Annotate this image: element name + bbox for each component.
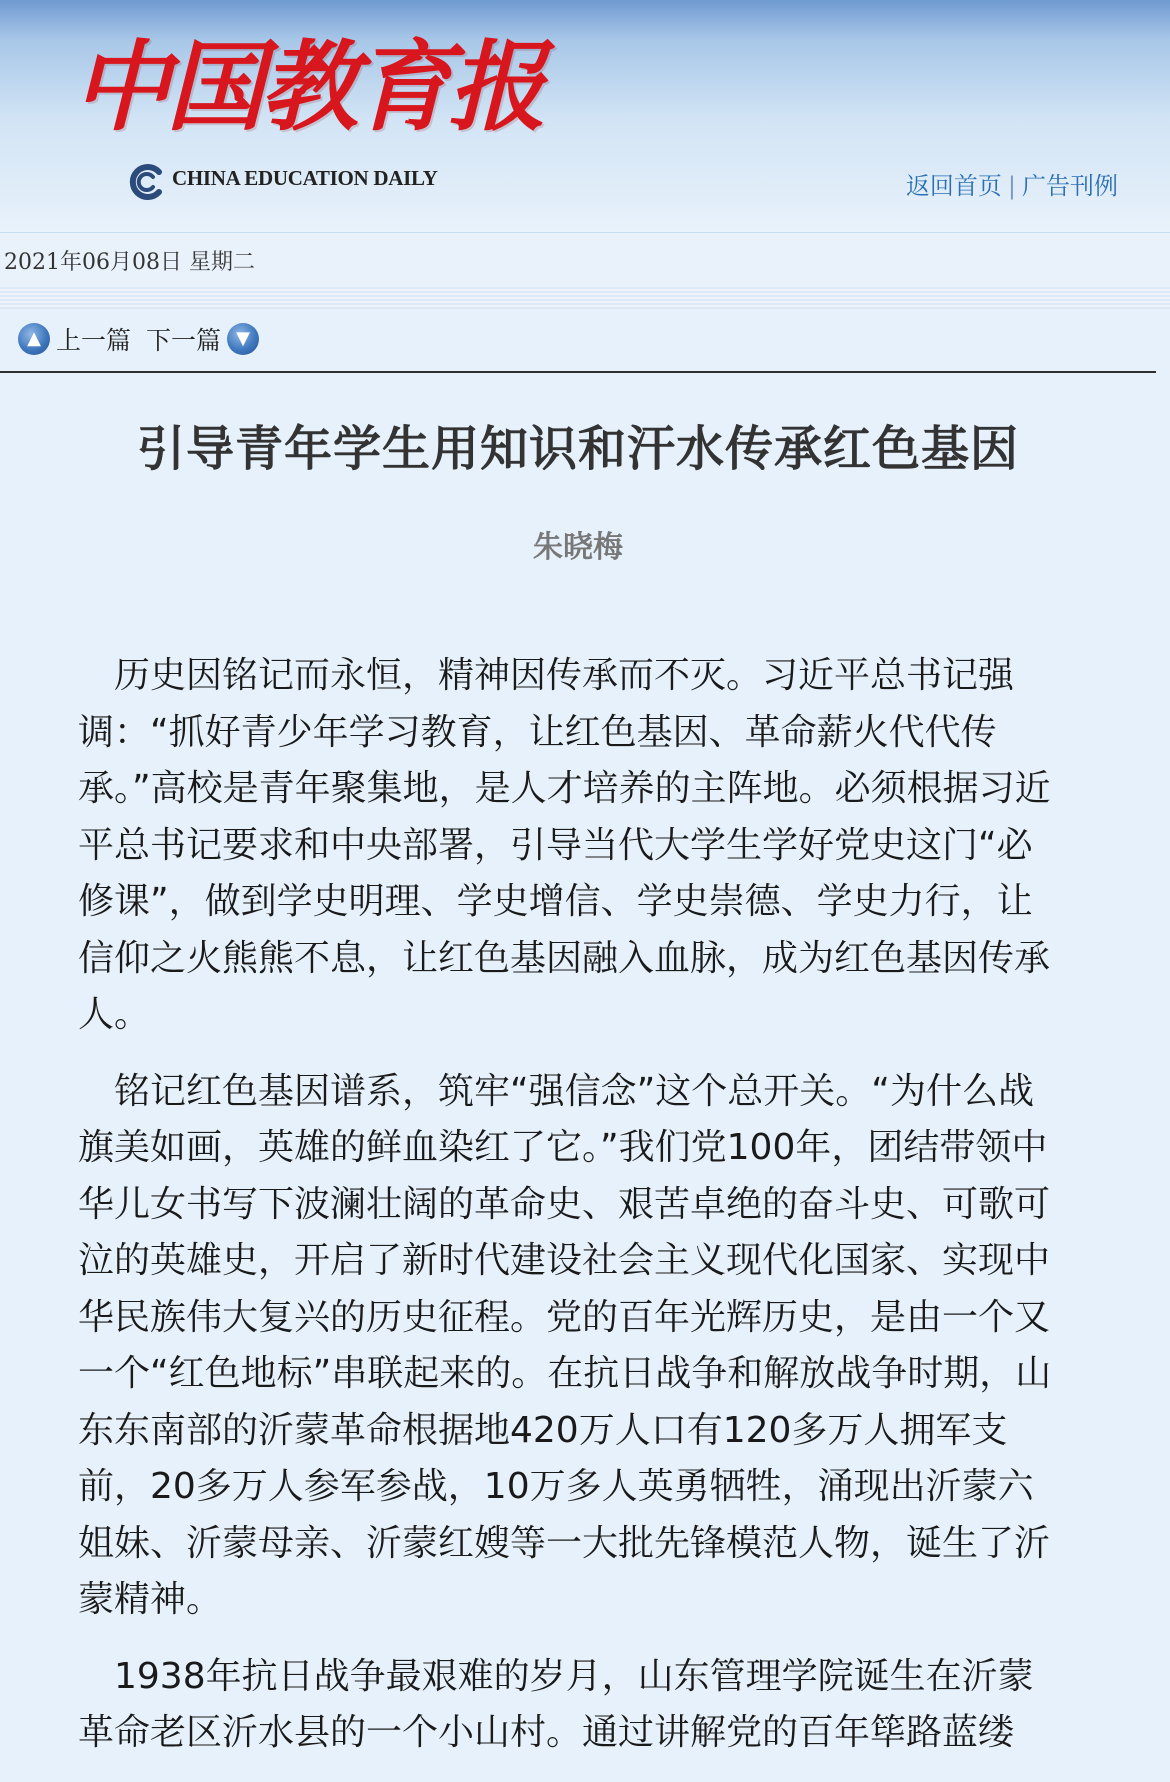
- home-link[interactable]: 返回首页: [905, 172, 1002, 200]
- article-title: 引导青年学生用知识和汗水传承红色基因: [136, 421, 1019, 477]
- arrow-up-circle-icon: ▲: [18, 323, 50, 355]
- next-article-label: 下一篇: [146, 326, 222, 355]
- next-article-button[interactable]: [146, 319, 259, 359]
- logo-chinese-text: 中国教育报: [72, 30, 543, 145]
- previous-article-button[interactable]: [18, 319, 131, 359]
- decorative-stripe: [0, 287, 1170, 309]
- divider: [0, 371, 1156, 373]
- masthead: [0, 0, 1170, 233]
- link-separator: |: [1007, 172, 1016, 200]
- arrow-down-circle-icon: ▼: [227, 323, 259, 355]
- article-author: 朱晓梅: [533, 530, 623, 565]
- article-paragraph: 1938年抗日战争最艰难的岁月，山东管理学院诞生在沂蒙革命老区沂水县的一个小山村。通过讲解党的百年筚路蓝缕: [78, 1655, 1034, 1753]
- article-paragraph: 历史因铭记而永恒，精神因传承而不灭。习近平总书记强调：“抓好青少年学习教育，让红色基因、革命薪火代代传承。”高校是青年聚集地，是人才培养的主阵地。必须根据习近平总书记要求和中央部署，引导当代大学生学好党史这门“必修课”，做到学史明理、学史增信、学史崇德、学史力行，让信仰之火熊熊不息，让红色基因融入血脉，成为红色基因传承人。: [78, 655, 1051, 1035]
- logo-english-text: CHINA EDUCATION DAILY: [172, 166, 438, 190]
- article-body: [78, 648, 1068, 1782]
- ad-rates-link[interactable]: 广告刊例: [1022, 172, 1118, 200]
- article-paragraph: 铭记红色基因谱系，筑牢“强信念”这个总开关。“为什么战旗美如画，英雄的鲜血染红了它。”我们党100年，团结带领中华儿女书写下波澜壮阔的革命史、艰苦卓绝的奋斗史、可歌可泣的英雄史，开启了新时代建设社会主义现代化国家、实现中华民族伟大复兴的历史征程。党的百年光辉历史，是由一个又一个“红色地标”串联起来的。在抗日战争和解放战争时期，山东东南部的沂蒙革命根据地420万人口有120多万人拥军支前，20多万人参军参战，10万多人英勇牺牲，涌现出沂蒙六姐妹、沂蒙母亲、沂蒙红嫂等一大批先锋模范人物，诞生了沂蒙精神。: [78, 1070, 1052, 1620]
- previous-article-label: 上一篇: [56, 326, 132, 355]
- header-links: [906, 166, 1118, 201]
- emblem-icon: [126, 162, 166, 202]
- date-bar: [0, 233, 1170, 287]
- article-nav: [0, 309, 1170, 371]
- newspaper-logo[interactable]: [72, 28, 543, 208]
- issue-date: 2021年06月08日 星期二: [4, 250, 255, 275]
